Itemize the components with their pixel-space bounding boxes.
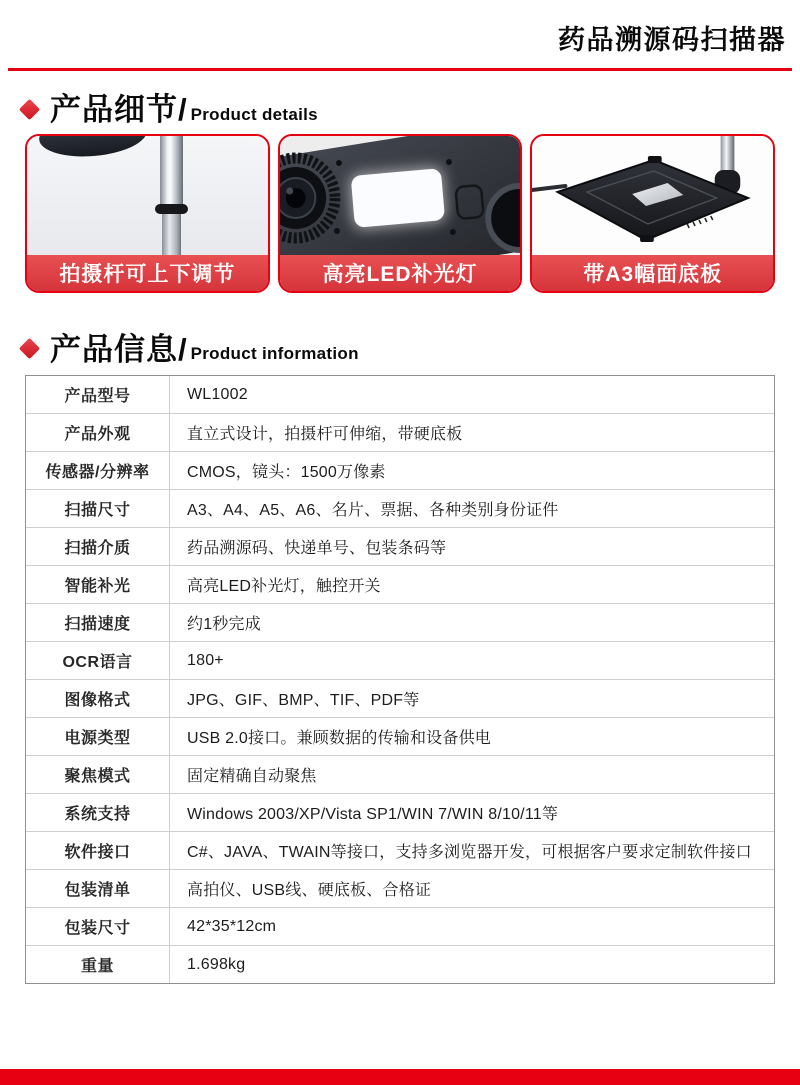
footer-accent-bar xyxy=(0,1069,800,1085)
spec-label: 重量 xyxy=(26,946,170,983)
spec-label: 传感器/分辨率 xyxy=(26,452,170,489)
section-title-en: Product information xyxy=(190,344,359,364)
spec-row xyxy=(26,756,774,794)
detail-card-pole xyxy=(25,134,270,293)
spec-row xyxy=(26,832,774,870)
spec-row xyxy=(26,604,774,642)
spec-row xyxy=(26,414,774,452)
spec-label: 软件接口 xyxy=(26,832,170,869)
spec-value: 180+ xyxy=(187,651,224,669)
spec-label: 聚焦模式 xyxy=(26,756,170,793)
spec-row xyxy=(26,870,774,908)
spec-row xyxy=(26,946,774,983)
spec-row xyxy=(26,566,774,604)
spec-value: C#、JAVA、TWAIN等接口，支持多浏览器开发，可根据客户要求定制软件接口 xyxy=(187,844,752,862)
spec-row xyxy=(26,680,774,718)
detail-card-led xyxy=(278,134,523,293)
spec-label: 图像格式 xyxy=(26,680,170,717)
diamond-bullet-icon xyxy=(19,98,40,119)
header-divider xyxy=(8,68,792,71)
spec-value: 高亮LED补光灯，触控开关 xyxy=(187,578,381,596)
base-board-photo xyxy=(532,136,773,255)
spec-value: 1.698kg xyxy=(187,955,246,973)
spec-value: 直立式设计，拍摄杆可伸缩，带硬底板 xyxy=(187,426,463,444)
led-photo xyxy=(280,136,521,255)
spec-row xyxy=(26,376,774,414)
pole-upper-segment xyxy=(160,136,183,206)
spec-row xyxy=(26,490,774,528)
section-heading-info xyxy=(18,331,800,367)
led-photo-graphic xyxy=(280,136,521,255)
card-caption: 带A3幅面底板 xyxy=(532,255,773,291)
camera-head-disc xyxy=(37,136,148,161)
spec-table xyxy=(25,375,775,984)
section-heading-details xyxy=(18,94,800,127)
spec-value: A3、A4、A5、A6、名片、票据、各种类别身份证件 xyxy=(187,502,559,520)
spec-value: JPG、GIF、BMP、TIF、PDF等 xyxy=(187,692,420,710)
section-title-en: Product details xyxy=(190,104,318,124)
spec-label: 产品型号 xyxy=(26,376,170,413)
spec-value: 固定精确自动聚焦 xyxy=(187,768,317,786)
spec-value: USB 2.0接口。兼顾数据的传输和设备供电 xyxy=(187,730,491,748)
spec-label: 扫描速度 xyxy=(26,604,170,641)
card-caption: 高亮LED补光灯 xyxy=(280,255,521,291)
spec-row xyxy=(26,794,774,832)
spec-value: WL1002 xyxy=(187,385,248,403)
spec-label: 系统支持 xyxy=(26,794,170,831)
section-title-zh: 产品细节/ xyxy=(50,92,188,127)
spec-value: 约1秒完成 xyxy=(187,616,261,634)
spec-value: CMOS，镜头：1500万像素 xyxy=(187,464,386,482)
base-board-graphic xyxy=(532,136,773,255)
spec-label: 扫描介质 xyxy=(26,528,170,565)
spec-label: 扫描尺寸 xyxy=(26,490,170,527)
spec-value: Windows 2003/XP/Vista SP1/WIN 7/WIN 8/10/11等 xyxy=(187,806,559,824)
spec-row xyxy=(26,452,774,490)
spec-row xyxy=(26,908,774,946)
spec-value: 42*35*12cm xyxy=(187,917,277,935)
spec-value: 高拍仪、USB线、硬底板、合格证 xyxy=(187,882,432,900)
spec-label: 包装尺寸 xyxy=(26,908,170,945)
spec-label: 产品外观 xyxy=(26,414,170,451)
pole-clamp-ring xyxy=(155,204,188,214)
spec-label: 电源类型 xyxy=(26,718,170,755)
detail-cards-row xyxy=(25,134,775,293)
spec-row xyxy=(26,642,774,680)
pole-photo xyxy=(27,136,268,255)
detail-card-base xyxy=(530,134,775,293)
page-title: 药品溯源码扫描器 xyxy=(558,25,786,55)
pole-lower-segment xyxy=(162,214,181,255)
section-title-zh: 产品信息/ xyxy=(50,331,188,367)
spec-row xyxy=(26,718,774,756)
spec-label: 包装清单 xyxy=(26,870,170,907)
diamond-bullet-icon xyxy=(19,338,40,359)
spec-value: 药品溯源码、快递单号、包装条码等 xyxy=(187,540,447,558)
spec-label: 智能补光 xyxy=(26,566,170,603)
card-caption: 拍摄杆可上下调节 xyxy=(27,255,268,291)
spec-row xyxy=(26,528,774,566)
spec-label: OCR语言 xyxy=(26,642,170,679)
